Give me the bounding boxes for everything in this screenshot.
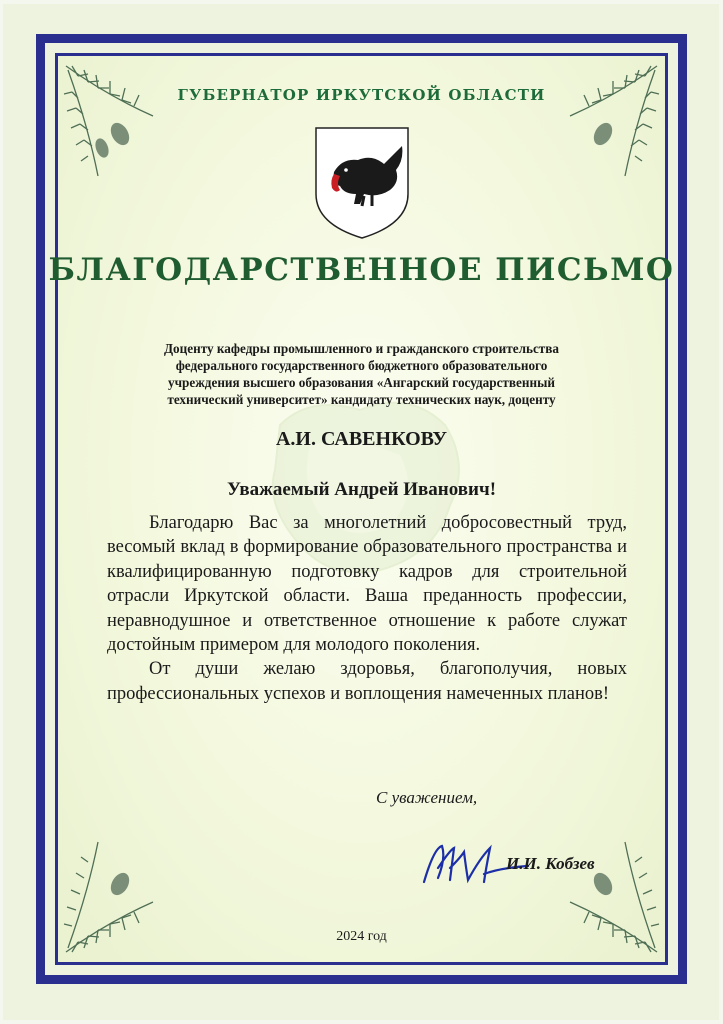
page-header: ГУБЕРНАТОР ИРКУТСКОЙ ОБЛАСТИ	[177, 86, 546, 104]
recipient-description-line: технический университет» кандидату технических наук, доценту	[167, 392, 556, 407]
letter-body	[107, 511, 627, 706]
body-paragraph: От души желаю здоровья, благополучия, новых профессиональных успехов и воплощения намеченных планов!	[107, 659, 627, 704]
recipient-description-line: Доценту кафедры промышленного и гражданского строительства	[163, 341, 559, 356]
coat-of-arms-icon	[312, 124, 412, 242]
body-paragraph: Благодарю Вас за многолетний добросовестный труд, весомый вклад в формирование образовательного пространства и квалифицированную подготовку кадров для строительной отрасли Иркутской области. Ваша преданность профессии, неравнодушное и ответственное отношение к работе служат достойным примером для молодого поколения.	[107, 513, 627, 656]
signer-name: И.И. Кобзев	[506, 854, 595, 873]
document-title: БЛАГОДАРСТВЕННОЕ ПИСЬМО	[48, 252, 675, 288]
recipient-description-line: федерального государственного бюджетного образовательного	[175, 358, 548, 373]
pine-branch-icon	[58, 56, 178, 186]
document-year: 2024 год	[336, 929, 387, 944]
recipient-name: А.И. САВЕНКОВУ	[275, 428, 448, 450]
recipient-description-line: учреждения высшего образования «Ангарский государственный	[168, 375, 555, 390]
recipient-description	[110, 340, 613, 408]
pine-branch-icon	[545, 56, 665, 186]
closing-phrase: С уважением,	[376, 788, 478, 807]
greeting: Уважаемый Андрей Иванович!	[226, 479, 497, 500]
